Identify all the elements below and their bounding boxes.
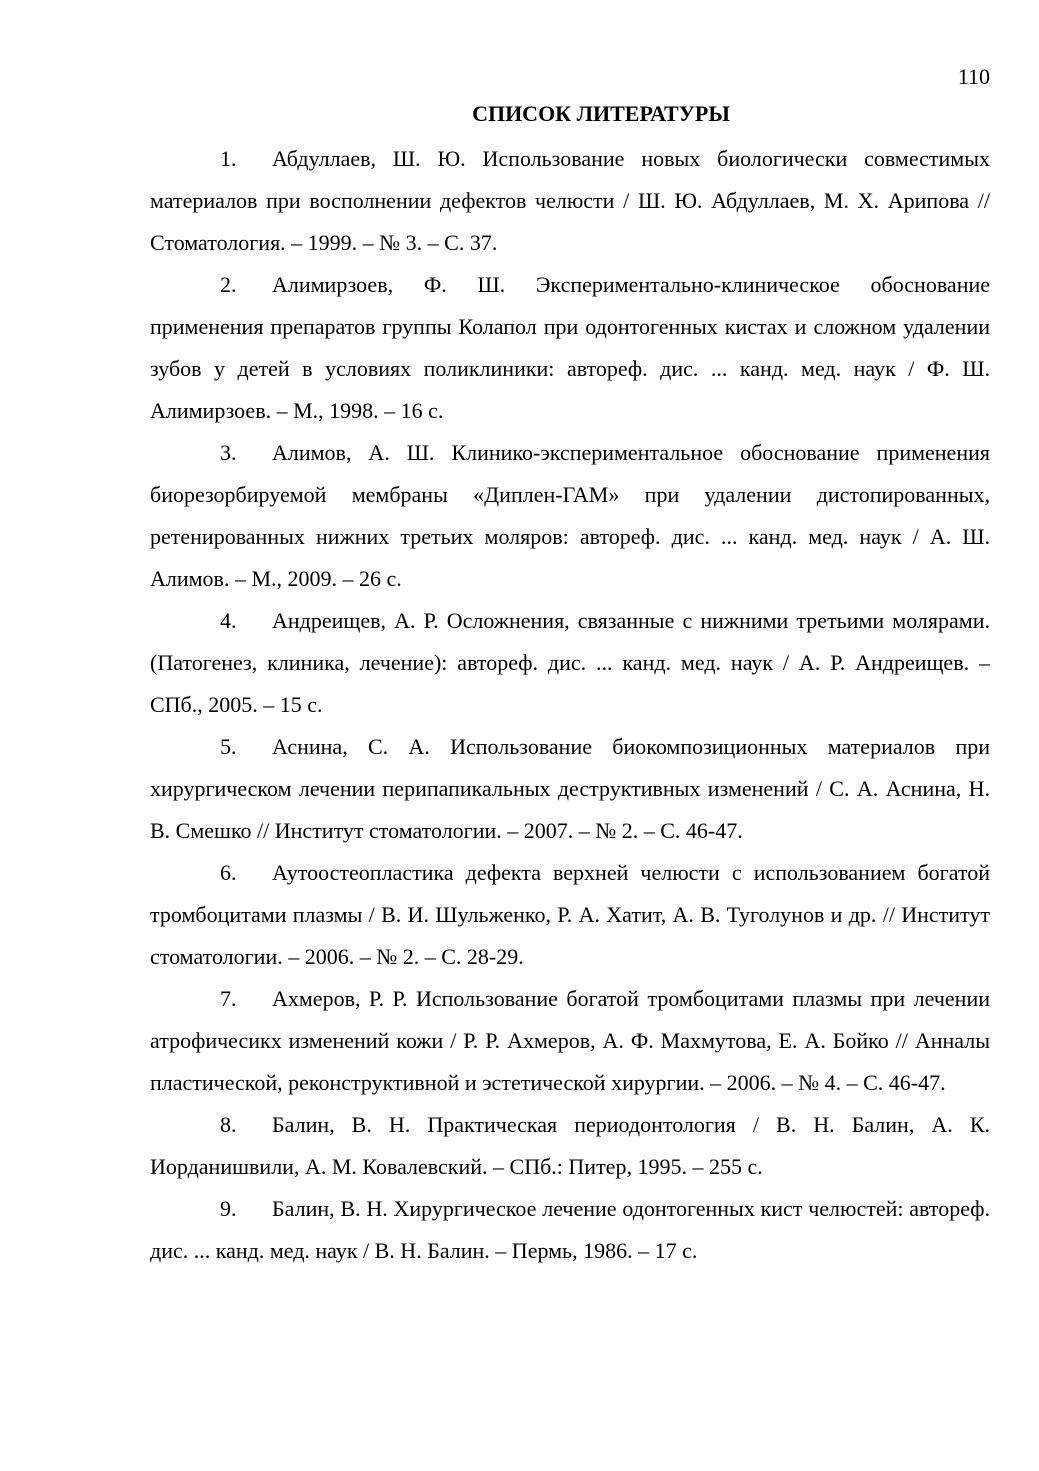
reference-item [150, 600, 990, 726]
page-title: СПИСОК ЛИТЕРАТУРЫ [472, 101, 730, 126]
reference-item [150, 138, 990, 264]
reference-item [150, 1104, 990, 1188]
reference-number: 7. [220, 986, 237, 1011]
reference-number: 5. [220, 734, 237, 759]
reference-number: 4. [220, 608, 237, 633]
reference-item [150, 978, 990, 1104]
reference-number: 2. [220, 272, 237, 297]
reference-number: 9. [220, 1196, 237, 1221]
reference-text: Аснина, С. А. Использование биокомпозиционных материалов при хирургическом лечении перипапикальных деструктивных изменений / С. А. Аснина, Н. В. Смешко // Институт стоматологии. – 2007. – № 2. – С. 46-47. [150, 734, 990, 843]
reference-number: 3. [220, 440, 237, 465]
reference-item [150, 264, 990, 432]
reference-item [150, 726, 990, 852]
reference-number: 6. [220, 860, 237, 885]
reference-number: 8. [220, 1112, 237, 1137]
page-number: 110 [957, 64, 990, 89]
reference-text: Аутоостеопластика дефекта верхней челюсти с использованием богатой тромбоцитами плазмы / В. И. Шульженко, Р. А. Хатит, А. В. Туголунов и др. // Институт стоматологии. – 2006. – № 2. – С. 28-29. [150, 860, 990, 969]
reference-text: Абдуллаев, Ш. Ю. Использование новых биологически совместимых материалов при восполнении дефектов челюсти / Ш. Ю. Абдуллаев, М. Х. Арипова // Стоматология. – 1999. – № 3. – С. 37. [150, 146, 990, 255]
reference-list [150, 138, 990, 1272]
reference-text: Балин, В. Н. Практическая периодонтология / В. Н. Балин, А. К. Иорданишвили, А. М. Ковалевский. – СПб.: Питер, 1995. – 255 с. [150, 1112, 990, 1179]
reference-item [150, 432, 990, 600]
reference-text: Алимирзоев, Ф. Ш. Экспериментально-клиническое обоснование применения препаратов группы Колапол при одонтогенных кистах и сложном удалении зубов у детей в условиях поликлиники: автореф. дис. ... канд. мед. наук / Ф. Ш. Алимирзоев. – М., 1998. – 16 с. [150, 272, 990, 423]
reference-text: Алимов, А. Ш. Клинико-экспериментальное обоснование применения биорезорбируемой мембраны «Диплен-ГАМ» при удалении дистопированных, ретенированных нижних третьих моляров: автореф. дис. ... канд. мед. наук / А. Ш. Алимов. – М., 2009. – 26 с. [150, 440, 990, 591]
reference-text: Андреищев, А. Р. Осложнения, связанные с нижними третьими молярами. (Патогенез, клиника, лечение): автореф. дис. ... канд. мед. наук / А. Р. Андреищев. – СПб., 2005. – 15 с. [150, 608, 990, 717]
reference-item [150, 852, 990, 978]
reference-number: 1. [220, 146, 237, 171]
reference-text: Балин, В. Н. Хирургическое лечение одонтогенных кист челюстей: автореф. дис. ... канд. мед. наук / В. Н. Балин. – Пермь, 1986. – 17 с. [150, 1196, 990, 1263]
reference-item [150, 1188, 990, 1272]
reference-text: Ахмеров, Р. Р. Использование богатой тромбоцитами плазмы при лечении атрофичесикх изменений кожи / Р. Р. Ахмеров, А. Ф. Махмутова, Е. А. Бойко // Анналы пластической, реконструктивной и эстетической хирургии. – 2006. – № 4. – С. 46-47. [150, 986, 990, 1095]
